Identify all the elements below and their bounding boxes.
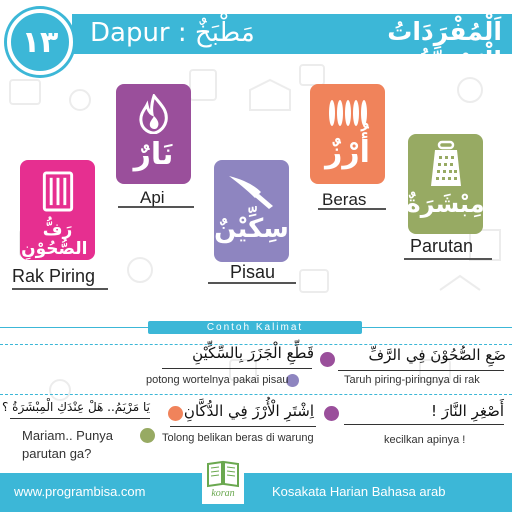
vocab-latin: Rak Piring [12, 266, 96, 286]
sentence-arabic: اِشْتَرِ الْأُرْزَ فِي الدُّكَّانِ [183, 402, 314, 420]
sentence-indonesian: parutan ga? [22, 446, 92, 461]
vocab-card-beras [310, 84, 385, 184]
sentence-indonesian: Taruh piring-piringnya di rak [344, 374, 480, 386]
logo-text: koran [211, 488, 235, 499]
grater-icon [427, 140, 465, 188]
sentence-line [344, 424, 504, 425]
sentence-dot [324, 406, 339, 421]
sentence-indonesian: kecilkan apinya ! [384, 434, 466, 446]
sentence-line [338, 370, 504, 371]
sentence-line [162, 368, 312, 369]
sentence-dot [168, 406, 183, 421]
footer-tagline: Kosakata Harian Bahasa arab [272, 484, 446, 499]
sentence-arabic: يَا مَرْيَمُ.. هَلْ عِنْدَكِ الْمِبْشَرَةُ ؟ [2, 400, 150, 414]
vocab-arabic: نَارٌ [133, 137, 174, 172]
label-underline [404, 258, 492, 260]
sentence-arabic: قَطِّعِ الْجَزَرَ بِالسِّكِّيْنِ [192, 344, 314, 362]
title-arabic: اَلْمُفْرَدَاتُ الْيَوْمِيَّةُ [387, 17, 502, 75]
vocab-arabic: سِكِّيْنٌ [214, 214, 289, 244]
vocab-arabic: أُرْزٌ [325, 135, 370, 170]
sentence-indonesian: Mariam.. Punya [22, 428, 114, 443]
logo [202, 454, 244, 504]
vocab-card-rak-piring [20, 160, 95, 260]
sentence-dot [320, 352, 335, 367]
examples-title: Contoh Kalimat [148, 321, 362, 334]
title-latin: Dapur : مَطْبَخٌ [90, 18, 255, 48]
vocab-arabic: رَفُّ الصُّحُوْنِ [21, 219, 88, 260]
sentence-dot [140, 428, 155, 443]
sentence-indonesian: Tolong belikan beras di warung [162, 432, 314, 444]
vocab-latin: Api [140, 188, 165, 207]
footer-url[interactable]: www.programbisa.com [14, 484, 146, 499]
sentence-line [170, 426, 316, 427]
lesson-number: ١٣ [21, 24, 59, 60]
dish-rack-icon [41, 170, 75, 213]
sentence-arabic: أَصْغِرِ النَّارَ ! [430, 402, 504, 420]
fire-icon [136, 94, 172, 134]
row-divider [0, 394, 512, 395]
vocab-arabic: مِبْشَرَةٌ [406, 190, 485, 218]
knife-icon [225, 170, 279, 210]
label-underline [12, 288, 108, 290]
book-icon [206, 458, 240, 488]
sentence-indonesian: potong wortelnya pakai pisau [146, 374, 289, 386]
vocab-card-api [116, 84, 191, 184]
rice-icon [326, 96, 370, 130]
vocab-latin: Beras [322, 190, 367, 209]
vocab-latin: Parutan [410, 236, 474, 256]
vocab-latin: Pisau [230, 262, 276, 282]
vocab-card-pisau [214, 160, 289, 262]
sentence-arabic: ضَعِ الصُّحُوْنَ فِي الرَّفِّ [368, 346, 506, 364]
sentence-line [10, 418, 150, 419]
vocab-card-parutan [408, 134, 483, 234]
